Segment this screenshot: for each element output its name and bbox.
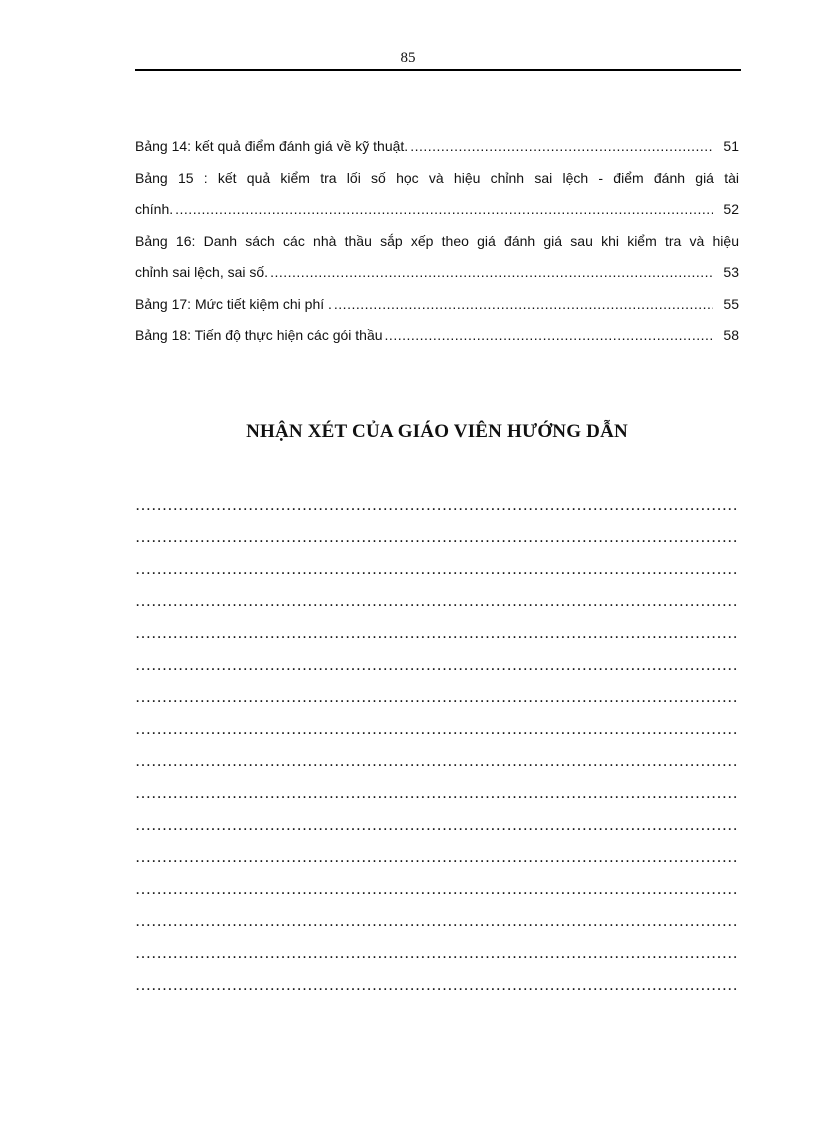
comment-blank-line[interactable] [135, 848, 739, 880]
toc-entry-bang-16[interactable] [135, 226, 739, 289]
toc-page-number: 51 [723, 138, 739, 154]
toc-page-number: 53 [723, 264, 739, 280]
dot-leader [410, 131, 713, 163]
toc-entry-text-continued: chỉnh sai lệch, sai số. [135, 264, 269, 280]
comment-blank-line[interactable] [135, 880, 739, 912]
toc-entry-text-continued: chính. [135, 201, 174, 217]
dot-leader [270, 257, 713, 289]
comment-blank-line[interactable] [135, 720, 739, 752]
header-rule [135, 69, 741, 71]
page-number: 85 [400, 50, 416, 66]
dot-leader [385, 320, 713, 352]
comment-blank-line[interactable] [135, 496, 739, 528]
toc-entry-bang-14[interactable] [135, 131, 739, 163]
toc-entry-bang-17[interactable] [135, 289, 739, 321]
toc-page-number: 52 [723, 201, 739, 217]
comment-blank-line[interactable] [135, 688, 739, 720]
toc-page-number: 55 [723, 295, 739, 312]
comment-blank-line[interactable] [135, 912, 739, 944]
comment-blank-line[interactable] [135, 592, 739, 624]
toc-entry-bang-15[interactable] [135, 163, 739, 226]
table-list [135, 131, 739, 352]
comment-blank-line[interactable] [135, 784, 739, 816]
comment-section-title: NHẬN XÉT CỦA GIÁO VIÊN HƯỚNG DẪN [246, 421, 628, 442]
comment-blank-line[interactable] [135, 816, 739, 848]
comment-blank-line[interactable] [135, 528, 739, 560]
comment-blank-line[interactable] [135, 656, 739, 688]
toc-entry-text: Bảng 15 : kết quả kiểm tra lối số học và hiệu chỉnh sai lệch - điểm đánh giá tài [135, 169, 739, 186]
dot-leader [175, 194, 713, 226]
toc-page-number: 58 [723, 327, 739, 343]
comment-blank-lines [135, 496, 739, 1008]
comment-blank-line[interactable] [135, 944, 739, 976]
toc-entry-bang-18[interactable] [135, 320, 739, 352]
comment-blank-line[interactable] [135, 976, 739, 1008]
toc-entry-text: Bảng 14: kết quả điểm đánh giá về kỹ thuật. [135, 138, 409, 154]
dot-leader [334, 289, 713, 321]
comment-blank-line[interactable] [135, 752, 739, 784]
toc-entry-text: Bảng 17: Mức tiết kiệm chi phí . [135, 295, 332, 312]
comment-blank-line[interactable] [135, 624, 739, 656]
comment-blank-line[interactable] [135, 560, 739, 592]
toc-entry-text: Bảng 18: Tiến độ thực hiện các gói thầu [135, 327, 383, 343]
toc-entry-text: Bảng 16: Danh sách các nhà thầu sắp xếp theo giá đánh giá sau khi kiểm tra và hiệu [135, 232, 739, 249]
